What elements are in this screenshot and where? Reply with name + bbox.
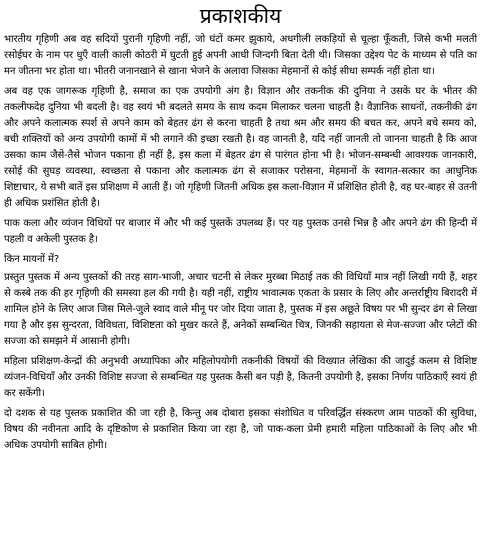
paragraph-1: भारतीय गृहिणी अब वह सदियों पुरानी गृहिणी नहीं, जो घंटों कमर झुकाये, अधगीली लकड़ियों से चूल्हा फूँकती, जिसे कभी मलती रसोईघर के नाम पर धुएँ वाली काली कोठरी में घुटती हुई अपनी आधी जिन्दगी बिता देती थी। जिसका उद्देश्य पेट के माध्यम से पति का मन जीतना भर होता था। भीतरी जनानखाने से खाना भेजने के अलावा जिसका मेहमानों से कोई सीधा सम्पर्क नहीं होता था। bbox=[4, 34, 477, 77]
page-title: प्रकाशकीय bbox=[199, 4, 282, 28]
paragraph-question: किन मायनों में? bbox=[4, 254, 60, 265]
paragraph-2: अब वह एक जागरूक गृहिणी है, समाज का एक उपयोगी अंग है। विज्ञान और तकनीक की दुनिया ने उसके घर के भीतर की तकलीफदेह दुनिया भी बदली है। वह स्वयं भी बदलते समय के साथ कदम मिलाकर चलना चाहती है। वैज्ञानिक साधनों, तकनीकी ढंग और अपने कलात्मक स्पर्श से अपने काम को बेहतर ढंग से करना चाहती है तथा श्रम और समय की बचत कर, अपने बचे समय को, बची शक्तियों को अन्य उपयोगी कामों में भी लगाने की इच्छा रखती है। वह जानती है, यदि नहीं जानती तो जानना चाहती है कि आज उसका काम जैसे-तैसे भोजन पकाना ही नहीं है, इस कला में बेहतर ढंग से पारंगत होना भी है। भोजन-सम्बन्धी आवश्यक जानकारी, रसोई की सुघड़ व्यवस्था, स्वच्छता से पकाना और कलात्मक ढंग से सजाकर परोसना, मेहमानों के स्वागत-सत्कार का आधुनिक शिष्टाचार, ये सभी बातें इस प्रशिक्षण में आती हैं। जो गृहिणी जितनी अधिक इस कला-विज्ञान में प्रशिक्षित होती है, वह घर-बाहर से उतनी ही अधिक प्रशंसित होती है। bbox=[4, 86, 477, 209]
paragraph-3: पाक कला और व्यंजन विधियों पर बाजार में और भी कई पुस्तकें उपलब्ध हैं। पर यह पुस्तक उनसे भिन्न है और अपने ढंग की हिन्दी में पहली व अकेली पुस्तक है। bbox=[4, 218, 477, 245]
paragraph-5: प्रस्तुत पुस्तक में अन्य पुस्तकों की तरह साग-भाजी, अचार चटनी से लेकर मुरब्बा मिठाई तक की विधियाँ मात्र नहीं लिखी गयी हैं, शहर से कस्बे तक की हर गृहिणी की समस्या हल की गयी है। यही नहीं, राष्ट्रीय भावात्मक एकता के प्रसार के लिए और अन्तर्राष्ट्रीय बिरादरी में शामिल होने के लिए आज जिस मिले-जुले स्वाद वाले मीनू पर जोर दिया जाता है, पुस्तक में इस अछूते विषय पर भी सुन्दर ढंग से लिखा गया है और इस सुन्दरता, विविधता, विशिष्टता को मुखर करते हैं, अनेकों सम्बन्धित चित्र, जिनकी सहायता से मेज-सज्जा और प्लेटों की सज्जा को समझने में आसानी होगी। bbox=[4, 272, 477, 347]
paragraph-7: दो दशक से यह पुस्तक प्रकाशित की जा रही है, किन्तु अब दोबारा इसका संशोधित व परिवर्द्धित संस्करण आम पाठकों की सुविधा, विषय की नवीनता आदि के दृष्टिकोण से प्रकाशित किया जा रहा है, जो पाक-कला प्रेमी हमारी महिला पाठिकाओं के लिए और भी अधिक उपयोगी साबित होगी। bbox=[4, 408, 477, 451]
paragraph-6: महिला प्रशिक्षण-केन्द्रों की अनुभवी अध्यापिका और महिलोपयोगी तकनीकी विषयों की विख्यात लेखिका की जादुई कलम से विशिष्ट व्यंजन-विधियाँ और उनकी विशिष्ट सज्जा से सम्बन्धित यह पुस्तक कैसी बन पड़ी है, कितनी उपयोगी है, इसका निर्णय पाठिकाएँ स्वयं ही कर सकेंगी। bbox=[4, 356, 477, 399]
